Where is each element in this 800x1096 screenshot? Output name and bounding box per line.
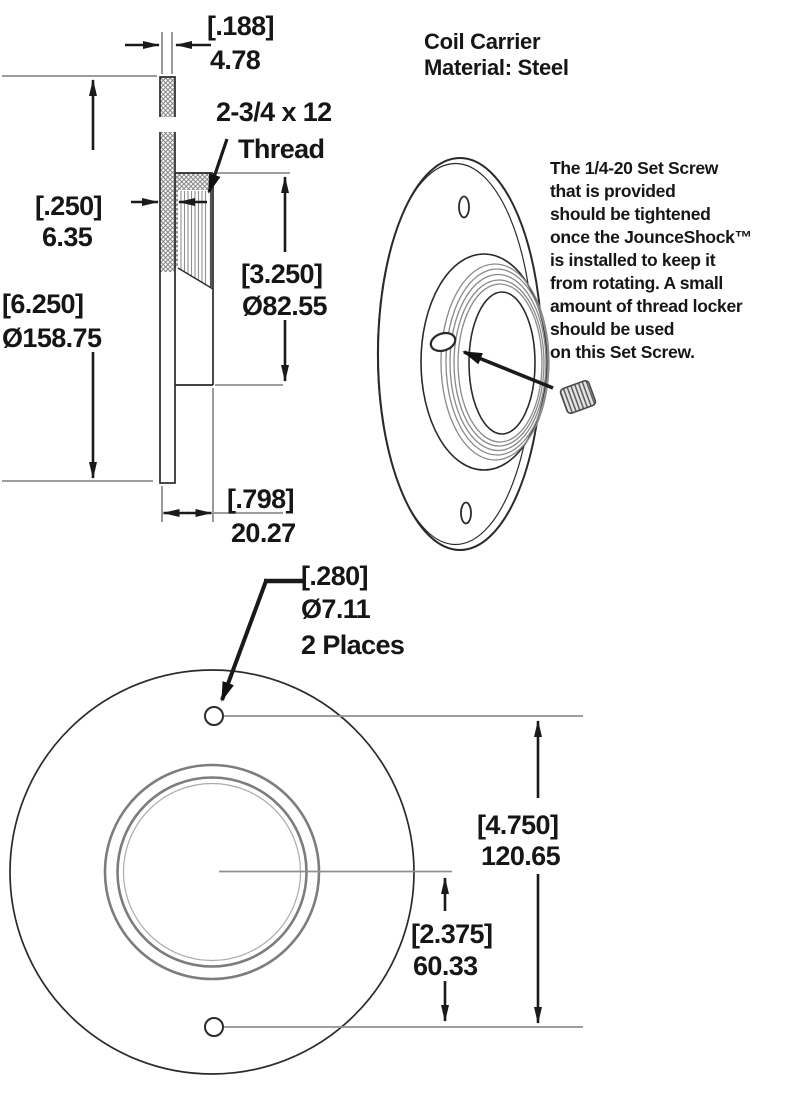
note-line: from rotating. A small (550, 273, 723, 293)
mounting-hole-top (205, 707, 223, 725)
drawing-title-line1: Coil Carrier (424, 29, 541, 54)
front-view (10, 561, 583, 1074)
note-line: is installed to keep it (550, 250, 716, 270)
dim-hole-note: 2 Places (301, 630, 405, 660)
dim-half-inch: [2.375] (411, 919, 493, 949)
plate-hatch (160, 77, 175, 272)
side-section-view (2, 11, 332, 548)
dim-outer-mm: Ø158.75 (2, 323, 102, 353)
dim-depth-mm: 20.27 (231, 518, 296, 548)
dim-thickness-mm: 4.78 (210, 45, 261, 75)
mounting-hole-top (459, 197, 469, 218)
dim-bore-inch: [3.250] (241, 259, 323, 289)
note-line: The 1/4-20 Set Screw (550, 158, 719, 178)
dim-half-mm: 60.33 (413, 951, 478, 981)
set-screw-hole-section (159, 117, 177, 132)
set-screw (559, 380, 596, 415)
thread-note-line1: 2-3/4 x 12 (216, 97, 332, 127)
dim-spacing-inch: [4.750] (477, 810, 559, 840)
dim-hole-mm: Ø7.11 (301, 594, 371, 624)
drawing-title-line2: Material: Steel (424, 55, 569, 80)
dim-outer-inch: [6.250] (2, 289, 84, 319)
dim-depth-inch: [.798] (227, 484, 294, 514)
mounting-hole-bottom (461, 503, 471, 524)
dim-spacing-mm: 120.65 (481, 841, 560, 871)
isometric-view (378, 29, 752, 550)
dim-bore-mm: Ø82.55 (242, 291, 327, 321)
note-line: should be used (550, 319, 675, 339)
thread-leader-arrow (209, 139, 227, 192)
thread-note-line2: Thread (238, 134, 325, 164)
note-line: amount of thread locker (550, 296, 743, 316)
dim-thickness-inch: [.188] (207, 11, 274, 41)
dim-plate-inch: [.250] (35, 191, 102, 221)
set-screw-note (550, 158, 752, 362)
note-line: should be tightened (550, 204, 711, 224)
note-line: once the JounceShock™ (550, 227, 752, 247)
dim-hole-inch: [.280] (301, 561, 368, 591)
note-line: that is provided (550, 181, 676, 201)
note-line: on this Set Screw. (550, 342, 695, 362)
bore-opening-ellipse (469, 292, 535, 434)
dim-plate-mm: 6.35 (42, 222, 93, 252)
mounting-hole-bottom (205, 1018, 223, 1036)
